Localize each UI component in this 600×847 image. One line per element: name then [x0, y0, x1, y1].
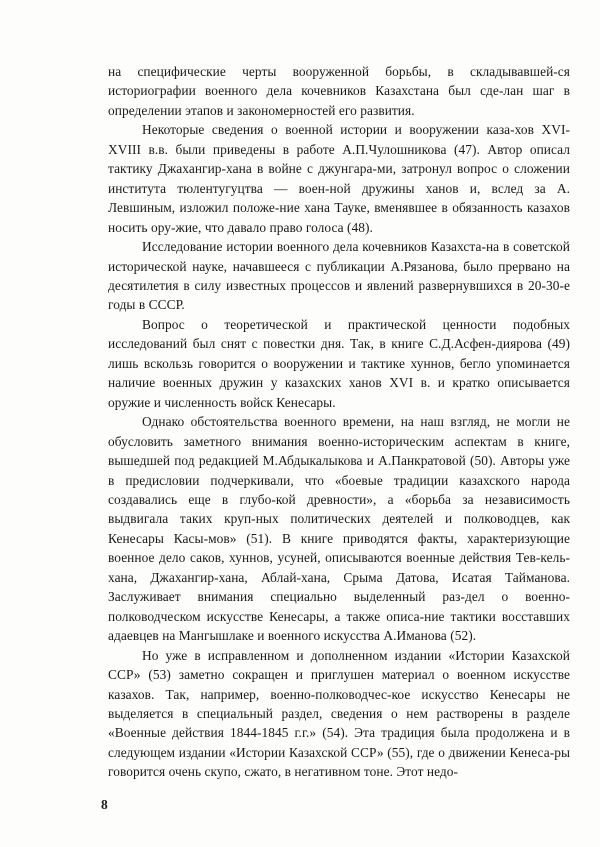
paragraph-chuloshnikov: Некоторые сведения о военной истории и вооружении каза-хов XVI-XVIII в.в. были приведены в работе А.П.Чулошникова (47). Автор описал тактику Джахангир-хана в войне с джунгара-ми, затронул вопрос о сложении института тюлентугуцтва — воен-ной дружины ханов и, вслед за А. Левшиным, изложил положе-ние хана Тауке, вменявшее в обязанность казахов носить ору-жие, что давало право голоса (48). — [108, 122, 570, 235]
paragraph-continuation: на специфические черты вооруженной борьбы, в складывавшей-ся историографии военного дела кочевников Казахстана был сде-лан шаг в определении этапов и закономерностей его развития. — [108, 64, 570, 118]
paragraph-soviet-research: Исследование истории военного дела кочевников Казахста-на в советской исторической науке, начавшееся с публикации А.Рязанова, было прервано на десятилетия в силу известных процессов и явлений развернувшихся в 20-30-е годы в СССР. — [108, 239, 570, 313]
paragraph-asfendiyarov: Вопрос о теоретической и практической ценности подобных исследований был снят с повестки дня. Так, в книге С.Д.Асфен-диярова (49) лишь вскользь говорится о вооружении и тактике хуннов, бегло упоминается наличие военных дружин у казахских ханов XVI в. и кратко описывается оружие и численность войск Кенесары. — [108, 316, 570, 410]
paragraph-wartime: Однако обстоятельства военного времени, на наш взгляд, не могли не обусловить заметного внимания военно-историческим аспектам в книге, вышедшей под редакцией М.Абдыкалыкова и А.Панкратовой (50). Авторы уже в предисловии подчеркивали, что «боевые традиции казахского народа создавались еще в глубо-кой древности», а «борьба за независимость выдвигала таких круп-ных политических деятелей и полководцев, как Кенесары Касы-мов» (51). В книге приводятся факты, характеризующие военное дело саков, хуннов, усуней, описываются военные действия Тев-кель-хана, Джахангир-хана, Аблай-хана, Срыма Датова, Исатая Тайманова. Заслуживает внимания специально выделенный раз-дел о военно-полководческом искусстве Кенесары, а также описа-ние тактики восставших адаевцев на Мангышлаке и военного искусства А.Иманова (52). — [108, 414, 570, 644]
body-text — [108, 62, 570, 782]
paragraph-revised-edition: Но уже в исправленном и дополненном издании «Истории Казахской ССР» (53) заметно сокращен и приглушен материал о военном искусстве казахов. Так, например, военно-полководчес-кое искусство Кенесары не выделяется в специальный раздел, сведения о нем растворены в разделе «Военные действия 1844-1845 г.г.» (54). Эта традиция была продолжена и в следующем издании «Истории Казахской ССР» (55), где о движении Кенеса-ры говорится очень скупо, сжато, в негативном тоне. Этот недо- — [108, 647, 570, 780]
page-number: 8 — [101, 797, 108, 812]
